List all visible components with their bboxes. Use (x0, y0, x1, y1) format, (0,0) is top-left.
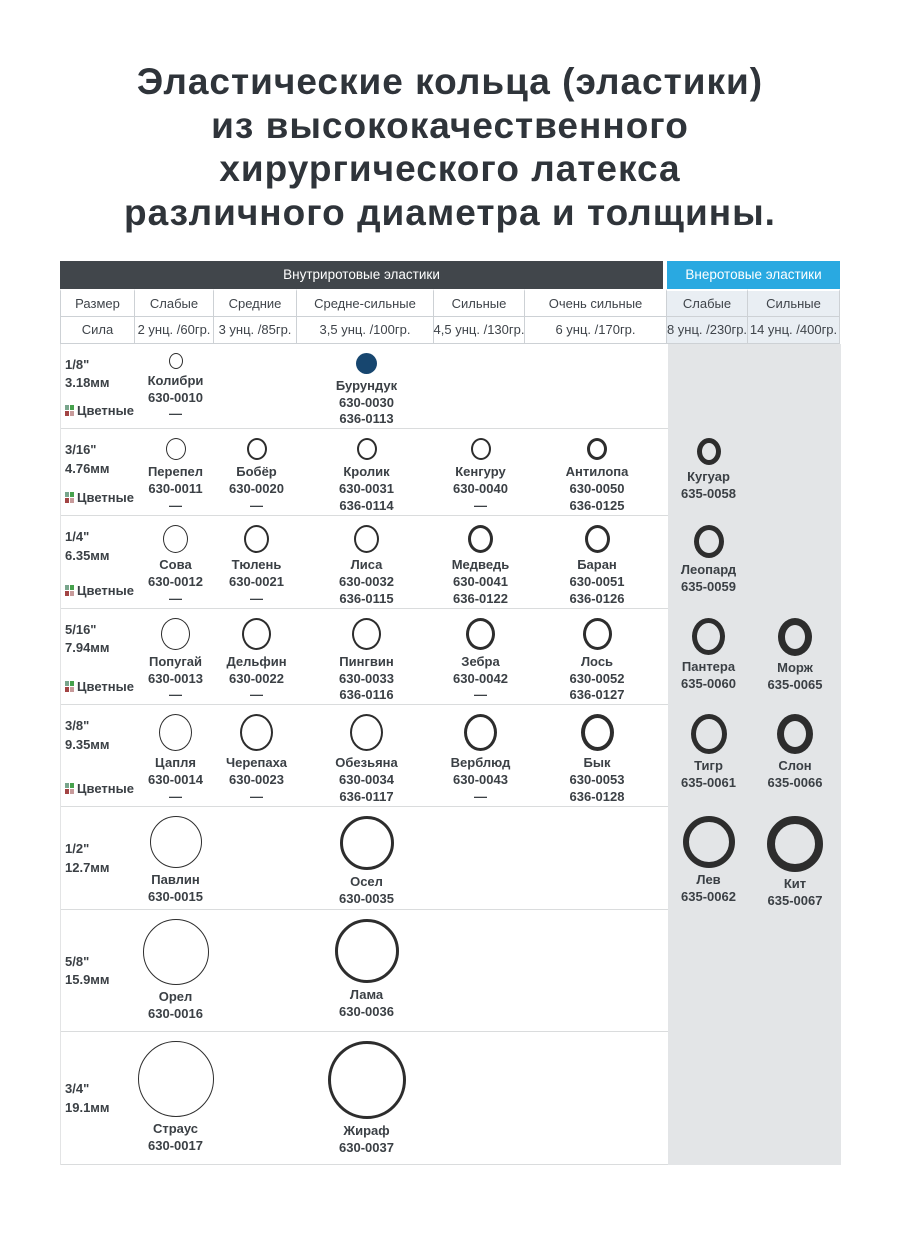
size-mm-label: 15.9мм (65, 972, 110, 988)
force-value-4: 6 унц. /170гр. (524, 317, 667, 344)
product-name: Дельфин (226, 653, 287, 669)
force-header-row (60, 317, 840, 344)
size-label-group (65, 528, 134, 566)
size-inches-label: 3/4" (65, 1081, 90, 1097)
elastic-ring-icon (328, 1041, 406, 1119)
title-line-1: Эластические кольца (эластики) (136, 61, 764, 102)
table-body (60, 344, 840, 1165)
product-name: Сова (159, 556, 192, 572)
product-name: Бобёр (236, 464, 277, 480)
colored-label: Цветные (77, 403, 134, 419)
product-code: 635-0060 (681, 675, 736, 691)
elastic-ring-icon (166, 438, 186, 460)
elastic-cell (136, 705, 215, 807)
product-name: Лама (349, 986, 384, 1002)
colored-swatches-icon (65, 783, 74, 794)
product-code: 630-0052 (569, 670, 625, 686)
product-name: Слон (778, 758, 812, 774)
size-cell (61, 705, 136, 807)
elastic-cell (749, 910, 841, 1032)
elastic-cell (136, 1032, 215, 1165)
title-line-3: хирургического латекса (219, 148, 681, 190)
product-code: 630-0011 (148, 481, 203, 497)
size-inches-label: 1/2" (65, 841, 90, 857)
product-name: Колибри (147, 372, 204, 388)
elastic-cell (526, 516, 668, 609)
elastic-cell (668, 1032, 749, 1165)
elastic-ring-icon (357, 438, 377, 460)
product-code: 630-0051 (569, 573, 625, 589)
strength-header-4: Очень сильные (524, 289, 667, 317)
colored-label: Цветные (77, 780, 134, 796)
table-row (61, 344, 839, 430)
elastic-ring-icon (767, 816, 823, 872)
elastic-cell (526, 807, 668, 910)
size-label-group (65, 840, 134, 878)
elastic-cell (526, 705, 668, 807)
colored-badge (65, 490, 134, 505)
table-row (61, 609, 839, 706)
force-column-header: Сила (60, 317, 135, 344)
size-inches-label: 3/16" (65, 442, 97, 458)
product-code: 630-0013 (148, 670, 203, 686)
product-code: — (250, 498, 263, 514)
product-code: — (169, 590, 182, 606)
elastic-cell (749, 429, 841, 516)
size-cell (61, 1032, 136, 1165)
size-inches-label: 1/8" (65, 356, 90, 372)
table-row (61, 429, 839, 516)
size-mm-label: 19.1мм (65, 1099, 110, 1115)
product-name: Пантера (681, 658, 736, 674)
colored-badge (65, 583, 134, 598)
strength-header-5: Слабые (666, 289, 748, 317)
elastic-cell (435, 807, 526, 910)
force-value-3: 4,5 унц. /130гр. (433, 317, 525, 344)
elastic-cell (435, 910, 526, 1032)
product-name: Антилопа (565, 464, 629, 480)
size-cell (61, 344, 136, 430)
product-code: 630-0015 (148, 888, 203, 904)
elastic-cell (435, 705, 526, 807)
table-row (61, 1032, 839, 1165)
elastics-table (60, 261, 840, 1165)
elastic-cell (435, 609, 526, 706)
elastic-cell (668, 705, 749, 807)
elastic-cell (298, 807, 435, 910)
elastic-cell (215, 344, 298, 430)
size-label-group (65, 717, 134, 755)
size-inches-label: 3/8" (65, 718, 90, 734)
product-code: 630-0034 (339, 772, 394, 788)
elastic-ring-icon (581, 714, 614, 751)
strength-header-1: Средние (213, 289, 297, 317)
strength-header-2: Средне-сильные (296, 289, 434, 317)
product-code: 630-0053 (569, 772, 625, 788)
product-code: 636-0114 (339, 498, 394, 514)
colored-label: Цветные (77, 679, 134, 695)
product-code: 630-0012 (148, 573, 203, 589)
elastic-cell (749, 609, 841, 706)
product-code: 630-0010 (148, 389, 203, 405)
product-name: Кугуар (687, 469, 730, 485)
elastic-ring-icon (244, 525, 269, 553)
product-name: Страус (152, 1120, 199, 1136)
size-mm-label: 7.94мм (65, 640, 110, 656)
elastic-cell (298, 609, 435, 706)
elastic-cell (435, 516, 526, 609)
elastic-ring-icon (683, 816, 735, 868)
elastic-ring-icon (340, 816, 394, 870)
strength-header-row (60, 289, 840, 317)
product-code: 636-0117 (339, 789, 394, 805)
elastic-cell (215, 705, 298, 807)
force-value-6: 14 унц. /400гр. (747, 317, 840, 344)
product-code: 630-0017 (148, 1137, 203, 1153)
product-code: — (250, 789, 263, 805)
elastic-ring-icon (242, 618, 271, 650)
colored-swatches-icon (65, 405, 74, 416)
elastic-ring-icon (691, 714, 727, 754)
elastic-cell (298, 429, 435, 516)
size-mm-label: 3.18мм (65, 375, 110, 391)
product-code: 630-0033 (339, 670, 394, 686)
elastic-ring-icon (583, 618, 612, 650)
product-code: 630-0016 (148, 1005, 203, 1021)
product-code: 630-0031 (339, 481, 394, 497)
elastic-ring-icon (356, 353, 377, 374)
colored-badge (65, 403, 134, 418)
elastic-ring-icon (159, 714, 192, 751)
size-label-group (65, 441, 134, 479)
product-code: 630-0020 (229, 481, 284, 497)
force-value-5: 8 унц. /230гр. (666, 317, 748, 344)
product-code: 636-0116 (339, 687, 394, 703)
size-inches-label: 5/16" (65, 621, 97, 637)
colored-label: Цветные (77, 582, 134, 598)
title-line-4: различного диаметра и толщины. (124, 191, 776, 233)
product-name: Лиса (350, 556, 383, 572)
product-name: Кит (783, 875, 807, 891)
product-name: Попугай (148, 653, 202, 669)
elastic-ring-icon (694, 525, 724, 558)
product-code: 630-0042 (453, 670, 508, 686)
elastic-cell (215, 429, 298, 516)
product-code: 636-0128 (569, 789, 625, 805)
elastic-ring-icon (247, 438, 267, 460)
elastic-cell (435, 429, 526, 516)
product-code: 630-0035 (339, 890, 394, 906)
product-code: 630-0032 (339, 573, 394, 589)
elastic-cell (435, 344, 526, 430)
product-code: 636-0122 (453, 590, 508, 606)
strength-header-6: Сильные (747, 289, 840, 317)
elastic-cell (526, 429, 668, 516)
elastic-ring-icon (150, 816, 202, 868)
force-value-2: 3,5 унц. /100гр. (296, 317, 434, 344)
product-name: Осел (350, 873, 383, 889)
product-code: 635-0061 (681, 775, 736, 791)
elastic-cell (749, 516, 841, 609)
elastic-cell (136, 609, 215, 706)
product-name: Зебра (461, 653, 500, 669)
elastic-cell (668, 429, 749, 516)
elastic-ring-icon (354, 525, 379, 553)
product-name: Пингвин (339, 653, 394, 669)
elastic-cell (668, 516, 749, 609)
product-code: 635-0065 (767, 676, 823, 692)
size-cell (61, 429, 136, 516)
product-code: — (169, 789, 182, 805)
product-code: — (474, 498, 487, 514)
table-row (61, 807, 839, 910)
elastic-ring-icon (163, 525, 188, 553)
product-code: 636-0127 (569, 687, 625, 703)
product-code: 635-0067 (767, 892, 823, 908)
size-inches-label: 1/4" (65, 528, 90, 544)
elastic-ring-icon (697, 438, 721, 465)
page-title (40, 60, 860, 235)
elastic-ring-icon (471, 438, 491, 460)
elastic-cell (668, 910, 749, 1032)
elastic-ring-icon (587, 438, 607, 460)
elastic-cell (298, 910, 435, 1032)
size-mm-label: 9.35мм (65, 737, 110, 753)
elastic-ring-icon (350, 714, 383, 751)
elastic-ring-icon (692, 618, 725, 655)
product-code: 630-0022 (229, 670, 284, 686)
colored-swatches-icon (65, 492, 74, 503)
elastic-ring-icon (240, 714, 273, 751)
elastic-cell (668, 344, 749, 430)
elastic-ring-icon (161, 618, 190, 650)
elastic-ring-icon (466, 618, 495, 650)
elastic-cell (136, 429, 215, 516)
elastic-cell (526, 1032, 668, 1165)
product-code: 636-0126 (569, 590, 625, 606)
product-code: — (169, 498, 182, 514)
elastic-ring-icon (138, 1041, 214, 1117)
size-mm-label: 6.35мм (65, 547, 110, 563)
elastic-cell (668, 807, 749, 910)
elastic-ring-icon (335, 919, 399, 983)
product-code: 630-0014 (148, 772, 203, 788)
colored-swatches-icon (65, 585, 74, 596)
elastic-cell (298, 1032, 435, 1165)
product-name: Перепел (147, 464, 204, 480)
colored-badge (65, 679, 134, 694)
elastic-cell (435, 1032, 526, 1165)
product-code: 630-0050 (569, 481, 625, 497)
table-row (61, 910, 839, 1032)
product-code: 636-0113 (339, 411, 394, 427)
elastic-cell (668, 609, 749, 706)
product-name: Цапля (155, 755, 196, 771)
elastic-cell (526, 910, 668, 1032)
elastic-cell (136, 807, 215, 910)
force-value-0: 2 унц. /60гр. (134, 317, 214, 344)
product-name: Медведь (451, 556, 510, 572)
size-cell (61, 910, 136, 1032)
size-cell (61, 609, 136, 706)
product-code: — (474, 687, 487, 703)
colored-swatches-icon (65, 681, 74, 692)
elastic-cell (136, 516, 215, 609)
extraoral-section-header: Внеротовые эластики (667, 261, 840, 289)
product-name: Тюлень (231, 556, 282, 572)
product-code: 630-0040 (453, 481, 508, 497)
elastic-cell (215, 807, 298, 910)
colored-badge (65, 781, 134, 796)
strength-header-3: Сильные (433, 289, 525, 317)
elastic-ring-icon (143, 919, 209, 985)
product-code: — (250, 687, 263, 703)
product-code: — (169, 687, 182, 703)
size-cell (61, 516, 136, 609)
product-code: 630-0036 (339, 1003, 394, 1019)
size-mm-label: 4.76мм (65, 461, 110, 477)
table-row (61, 705, 839, 807)
product-name: Леопард (680, 561, 737, 577)
elastic-cell (526, 609, 668, 706)
elastic-cell (526, 344, 668, 430)
elastic-ring-icon (352, 618, 381, 650)
elastic-cell (215, 1032, 298, 1165)
table-section-header (60, 261, 840, 289)
elastic-ring-icon (585, 525, 610, 553)
product-code: 636-0115 (339, 590, 394, 606)
product-code: 630-0043 (453, 772, 508, 788)
size-label-group (65, 1080, 134, 1118)
product-name: Павлин (151, 871, 200, 887)
product-name: Бурундук (335, 377, 398, 393)
product-code: — (250, 590, 263, 606)
product-code: 630-0030 (339, 394, 394, 410)
product-name: Обезьяна (335, 755, 398, 771)
size-inches-label: 5/8" (65, 953, 90, 969)
force-value-1: 3 унц. /85гр. (213, 317, 297, 344)
size-column-header: Размер (60, 289, 135, 317)
product-code: 636-0125 (569, 498, 625, 514)
elastic-cell (215, 516, 298, 609)
product-name: Жираф (343, 1122, 390, 1138)
title-line-2: из высококачественного (211, 104, 689, 146)
elastic-ring-icon (777, 714, 813, 754)
elastic-ring-icon (778, 618, 812, 656)
product-code: 630-0037 (339, 1139, 394, 1155)
size-label-group (65, 356, 134, 394)
strength-header-0: Слабые (134, 289, 214, 317)
product-code: 635-0058 (681, 486, 736, 502)
elastic-cell (298, 705, 435, 807)
elastic-cell (136, 910, 215, 1032)
product-code: 630-0023 (229, 772, 284, 788)
size-label-group (65, 621, 134, 659)
product-code: 635-0059 (681, 578, 736, 594)
product-name: Бык (583, 755, 611, 771)
colored-label: Цветные (77, 489, 134, 505)
product-name: Кенгуру (455, 464, 506, 480)
product-name: Тигр (694, 758, 723, 774)
product-name: Лев (696, 871, 721, 887)
product-name: Баран (577, 556, 617, 572)
elastic-ring-icon (468, 525, 493, 553)
elastic-cell (749, 1032, 841, 1165)
product-code: 635-0062 (681, 888, 736, 904)
product-name: Кролик (343, 464, 390, 480)
elastic-cell (298, 516, 435, 609)
product-code: 635-0066 (767, 775, 823, 791)
product-name: Морж (777, 659, 813, 675)
elastic-ring-icon (169, 353, 183, 369)
elastic-ring-icon (464, 714, 497, 751)
product-code: — (474, 789, 487, 805)
product-code: 630-0041 (453, 573, 508, 589)
product-name: Черепаха (225, 755, 288, 771)
product-name: Верблюд (450, 755, 511, 771)
product-code: — (169, 406, 182, 422)
product-code: 630-0021 (229, 573, 284, 589)
product-name: Лось (580, 653, 614, 669)
elastic-cell (749, 344, 841, 430)
elastic-cell (215, 910, 298, 1032)
elastic-cell (136, 344, 215, 430)
product-name: Орел (158, 988, 193, 1004)
table-row (61, 516, 839, 609)
elastic-cell (298, 344, 435, 430)
elastic-cell (749, 807, 841, 910)
intraoral-section-header: Внутриротовые эластики (60, 261, 667, 289)
size-cell (61, 807, 136, 910)
size-label-group (65, 953, 134, 991)
elastic-cell (749, 705, 841, 807)
size-mm-label: 12.7мм (65, 859, 110, 875)
elastic-cell (215, 609, 298, 706)
